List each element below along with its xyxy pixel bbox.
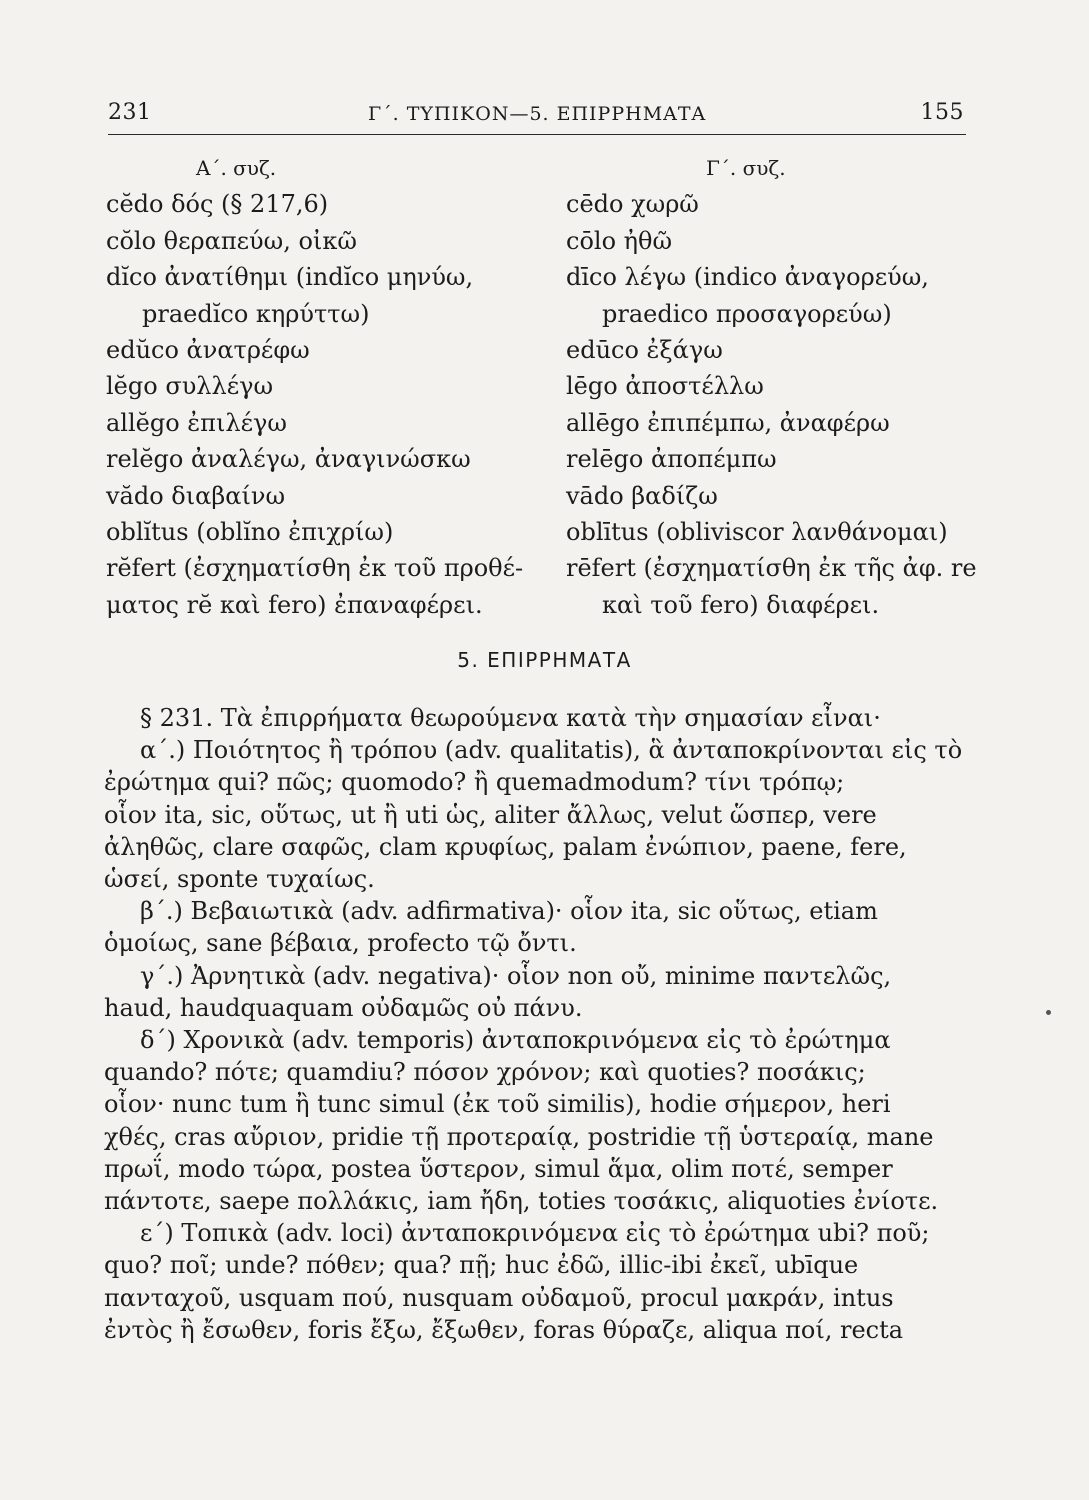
left-column-line: praedĭco κηρύττω) — [142, 299, 370, 328]
body-line: πανταχοῦ, usquam πού, nusquam οὐδαμοῦ, procul μακράν, intus — [104, 1283, 894, 1312]
section-heading: 5. ΕΠΙΡΡΗΜΑΤΑ — [457, 648, 632, 672]
body-line: ε΄) Τοπικὰ (adv. loci) ἀνταποκρινόμενα εἰς τὸ ἐρώτημα ubi? ποῦ; — [140, 1219, 930, 1248]
body-line: quo? ποῖ; unde? πόθεν; qua? πῇ; huc ἐδῶ, illic-ibi ἐκεῖ, ubīque — [104, 1251, 859, 1280]
margin-speck — [1046, 1010, 1051, 1015]
body-line: § 231. Τὰ ἐπιρρήματα θεωρούμενα κατὰ τὴν σημασίαν εἶναι· — [140, 704, 881, 732]
body-line: ἐρώτημα qui? πῶς; quomodo? ἢ quemadmodum? τίνι τρόπῳ; — [104, 768, 845, 797]
right-column-line: rēfert (ἐσχηματίσθη ἐκ τῆς ἀφ. re — [566, 554, 977, 583]
body-line: γ΄.) Ἀρνητικὰ (adv. negativa)· οἷον non οὔ, minime παντελῶς, — [140, 961, 892, 990]
left-column-line: edŭco ἀνατρέφω — [106, 336, 310, 365]
right-column-line: oblītus (obliviscor λανθάνομαι) — [566, 518, 948, 547]
left-column-line: rĕfert (ἐσχηματίσθη ἐκ τοῦ προθέ- — [106, 554, 524, 583]
right-column-line: καὶ τοῦ fero) διαφέρει. — [602, 590, 880, 619]
body-line: ἐντὸς ἢ ἔσωθεν, foris ἔξω, ἔξωθεν, foras θύραζε, aliqua ποί, recta — [104, 1315, 904, 1344]
body-line: α΄.) Ποιότητος ἢ τρόπου (adv. qualitatis), ἃ ἀνταποκρίνονται εἰς τὸ — [140, 736, 963, 765]
body-line: quando? πότε; quamdiu? πόσον χρόνον; καὶ quoties? ποσάκις; — [104, 1058, 866, 1087]
left-column-line: oblĭtus (oblĭno ἐπιχρίω) — [106, 518, 394, 547]
body-line: ἀληθῶς, clare σαφῶς, clam κρυφίως, palam ἐνώπιον, paene, fere, — [104, 832, 907, 861]
body-line: ὡσεί, sponte τυχαίως. — [104, 865, 375, 894]
body-line: haud, haudquaquam οὐδαμῶς οὐ πάνυ. — [104, 993, 583, 1022]
body-line: δ΄) Χρονικὰ (adv. temporis) ἀνταποκρινόμενα εἰς τὸ ἐρώτημα — [140, 1026, 891, 1055]
header-running-title: Γ΄. ΤΥΠΙΚΟΝ—5. ΕΠΙΡΡΗΜΑΤΑ — [368, 103, 707, 125]
body-line: πρωΐ, modo τώρα, postea ὕστερον, simul ἅμα, olim ποτέ, semper — [104, 1154, 893, 1183]
right-column-line: cōlo ἠθῶ — [566, 226, 673, 255]
right-column-line: lēgo ἀποστέλλω — [566, 372, 764, 401]
body-line: ὁμοίως, sane βέβαια, profecto τῷ ὄντι. — [104, 929, 577, 958]
left-column-line: dĭco ἀνατίθημι (indĭco μηνύω, — [106, 263, 474, 292]
left-column-line: relĕgo ἀναλέγω, ἀναγινώσκω — [106, 445, 471, 474]
page-number: 155 — [920, 100, 964, 125]
body-line: β΄.) Βεβαιωτικὰ (adv. adfirmativa)· οἷον ita, sic οὕτως, etiam — [140, 897, 878, 926]
body-line: οἷον ita, sic, οὕτως, ut ἢ uti ὡς, aliter ἄλλως, velut ὥσπερ, vere — [104, 800, 877, 829]
left-column-heading: Α΄. συζ. — [196, 156, 277, 180]
right-column-line: relēgo ἀποπέμπω — [566, 445, 777, 474]
right-column-line: edūco ἐξάγω — [566, 336, 723, 365]
right-conjugation-column — [566, 150, 986, 623]
body-text — [104, 702, 966, 1346]
body-line: οἷον· nunc tum ἢ tunc simul (ἐκ τοῦ similis), hodie σήμερον, heri — [104, 1090, 891, 1119]
body-line: πάντοτε, saepe πολλάκις, iam ἤδη, toties τοσάκις, aliquoties ἐνίοτε. — [104, 1187, 939, 1216]
right-column-heading: Γ΄. συζ. — [706, 156, 786, 180]
left-column-line: cĕdo δός (§ 217,6) — [106, 190, 329, 219]
page-header — [108, 98, 966, 135]
left-column-line: lĕgo συλλέγω — [106, 372, 274, 401]
right-column-line: praedico προσαγορεύω) — [602, 299, 892, 328]
left-conjugation-column — [106, 150, 546, 623]
left-column-line: cŏlo θεραπεύω, οἰκῶ — [106, 226, 357, 255]
right-column-line: cēdo χωρῶ — [566, 190, 699, 219]
left-column-line: vădo διαβαίνω — [106, 481, 286, 510]
right-column-line: dīco λέγω (indico ἀναγορεύω, — [566, 263, 929, 292]
body-line: χθές, cras αὔριον, pridie τῇ προτεραίᾳ, postridie τῇ ὑστεραίᾳ, mane — [104, 1122, 934, 1151]
left-column-line: ματος rĕ καὶ fero) ἐπαναφέρει. — [106, 590, 483, 619]
right-column-line: vādo βαδίζω — [566, 481, 718, 510]
header-section-number: 231 — [108, 100, 152, 125]
right-column-line: allēgo ἐπιπέμπω, ἀναφέρω — [566, 408, 890, 437]
left-column-line: allĕgo ἐπιλέγω — [106, 408, 287, 437]
